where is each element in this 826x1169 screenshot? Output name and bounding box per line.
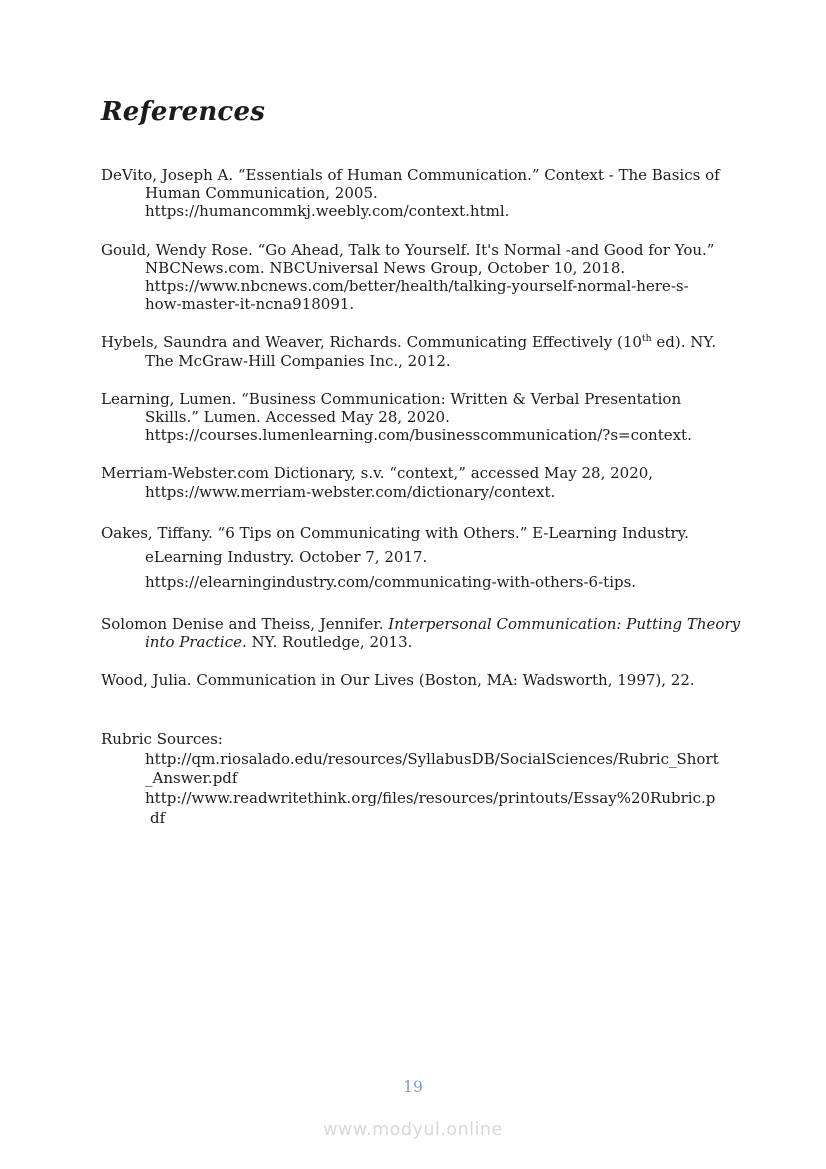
reference-text-segment: df (150, 808, 166, 827)
reference-list (101, 166, 781, 848)
reference-line (101, 464, 781, 482)
reference-line (101, 333, 781, 351)
reference-entry (101, 615, 781, 651)
reference-text-segment: Human Communication, 2005. (145, 184, 378, 203)
reference-line (101, 789, 781, 809)
reference-text-segment: Learning, Lumen. “Business Communication: Written & Verbal Presentation (101, 389, 682, 408)
reference-line (101, 352, 781, 370)
reference-line (101, 166, 781, 184)
reference-text-segment: . NY. Routledge, 2013. (242, 632, 413, 651)
reference-line (101, 184, 781, 202)
reference-entry (101, 671, 781, 689)
reference-text-segment: http://qm.riosalado.edu/resources/SyllabusDB/SocialSciences/Rubric_Short (145, 749, 719, 768)
reference-text-segment: http://www.readwritethink.org/files/resources/printouts/Essay%20Rubric.p (145, 789, 716, 808)
reference-text-segment: https://www.merriam-webster.com/dictionary/context. (145, 482, 556, 501)
reference-line (101, 390, 781, 408)
reference-line (101, 259, 781, 277)
reference-text-segment: Hybels, Saundra and Weaver, Richards. Communicating Effectively (10 (101, 333, 642, 352)
reference-text-segment: DeVito, Joseph A. “Essentials of Human Communication.” Context - The Basics of (101, 166, 720, 184)
reference-line (101, 277, 781, 295)
reference-line (101, 615, 781, 633)
reference-line (101, 769, 781, 789)
reference-text-segment: ed). NY. (651, 333, 717, 352)
reference-text-segment: Solomon Denise and Theiss, Jennifer. (101, 614, 389, 633)
reference-line (101, 408, 781, 426)
reference-text-segment: Gould, Wendy Rose. “Go Ahead, Talk to Yourself. It's Normal -and Good for You.” (101, 240, 715, 259)
reference-line (101, 545, 781, 570)
reference-text-segment: how-master-it-ncna918091. (145, 295, 355, 314)
reference-text-segment: Merriam-Webster.com Dictionary, s.v. “context,” accessed May 28, 2020, (101, 464, 654, 483)
reference-text-segment: th (641, 333, 652, 345)
reference-text-segment: into Practice (145, 632, 242, 651)
reference-line (101, 809, 781, 829)
reference-entry (101, 390, 781, 445)
reference-line (101, 202, 781, 220)
reference-entry (101, 333, 781, 369)
reference-line (101, 671, 781, 689)
reference-text-segment: https://courses.lumenlearning.com/businesscommunication/?s=context. (145, 426, 692, 445)
reference-text-segment: NBCNews.com. NBCUniversal News Group, October 10, 2018. (145, 258, 626, 277)
reference-line (101, 521, 781, 546)
page-title: References (101, 97, 266, 127)
reference-line (101, 426, 781, 444)
watermark: www.modyul.online (323, 1120, 503, 1140)
reference-line (101, 633, 781, 651)
reference-line (101, 570, 781, 595)
rubric-sources (101, 730, 781, 828)
reference-line (101, 730, 781, 750)
reference-text-segment: Interpersonal Communication: Putting Theory (388, 614, 741, 633)
reference-text-segment: Rubric Sources: (101, 730, 223, 749)
reference-entry (101, 166, 781, 221)
reference-entry (101, 464, 781, 500)
reference-text-segment: Oakes, Tiffany. “6 Tips on Communicating with Others.” E-Learning Industry. (101, 523, 689, 542)
reference-text-segment: eLearning Industry. October 7, 2017. (145, 548, 428, 567)
reference-text-segment: Wood, Julia. Communication in Our Lives (Boston, MA: Wadsworth, 1997), 22. (101, 671, 695, 690)
reference-line (101, 241, 781, 259)
reference-line (101, 750, 781, 770)
reference-entry (101, 521, 781, 595)
reference-text-segment: https://www.nbcnews.com/better/health/talking-yourself-normal-here-s- (145, 277, 689, 296)
reference-text-segment: The McGraw-Hill Companies Inc., 2012. (145, 351, 451, 370)
reference-text-segment: https://elearningindustry.com/communicating-with-others-6-tips. (145, 573, 637, 592)
reference-text-segment: https://humancommkj.weebly.com/context.html. (145, 202, 510, 221)
reference-line (101, 295, 781, 313)
reference-text-segment: Skills.” Lumen. Accessed May 28, 2020. (145, 408, 450, 427)
reference-entry (101, 241, 781, 314)
reference-text-segment: _Answer.pdf (145, 769, 238, 788)
page-number: 19 (403, 1078, 423, 1096)
reference-line (101, 483, 781, 501)
